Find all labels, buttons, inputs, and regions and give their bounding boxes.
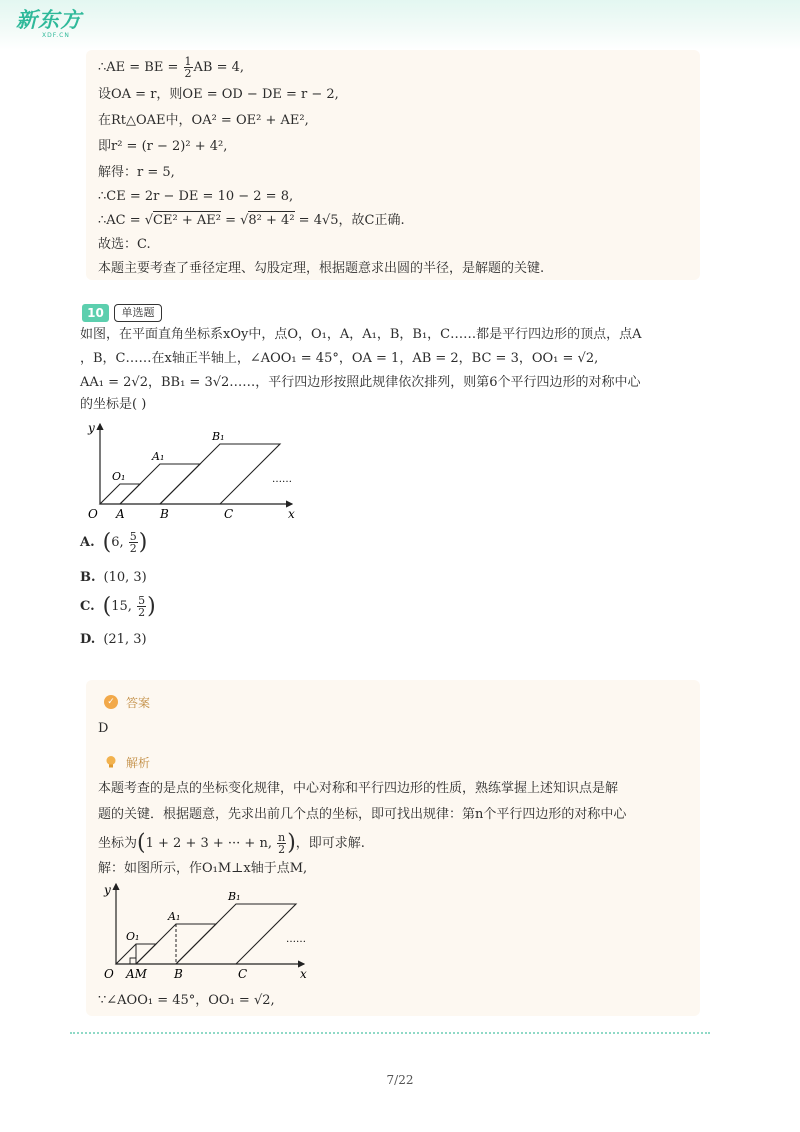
analysis-line-3: 坐标为(1 + 2 + 3 + ··· + n, $\frac{n}{2}$ )，即可求解. <box>98 830 365 856</box>
answer-value: D <box>98 721 109 736</box>
option-b-text: (10, 3) <box>103 570 147 585</box>
analysis-line-2: 题的关键．根据题意，先求出前几个点的坐标，即可找出规律：第n个平行四边形的对称中心 <box>98 807 627 822</box>
page-number: 7/22 <box>386 1073 414 1087</box>
option-d-letter: D. <box>80 632 96 647</box>
question-number-badge: 10 <box>82 304 109 322</box>
option-d-text: (21, 3) <box>103 632 147 647</box>
header-band <box>0 0 800 50</box>
analysis-heading: 解析 <box>126 756 151 770</box>
fig2-label-b: B <box>174 967 183 981</box>
logo-subtext: XDF.CN <box>42 32 70 39</box>
analysis-line-4: 解：如图所示，作O₁M⊥x轴于点M, <box>98 861 308 876</box>
analysis-line-5: ∵∠AOO₁ = 45°，OO₁ = √2, <box>98 993 275 1008</box>
option-b-letter: B. <box>80 570 96 585</box>
fig2-label-a1: A₁ <box>168 910 181 923</box>
question-figure <box>82 418 312 526</box>
fig2-label-c: C <box>238 967 248 981</box>
solution-line-3: 在Rt△OAE中，OA² = OE² + AE², <box>98 113 309 128</box>
solution-line-1: ∴AE = BE = $\frac{1}{2}$ AB = 4, <box>98 55 245 80</box>
fig-label-o1: O₁ <box>112 470 126 483</box>
solution-line-6: ∴CE = 2r − DE = 10 − 2 = 8, <box>98 189 294 204</box>
fig-label-y: y <box>88 421 95 435</box>
solution-line-5: 解得：r = 5, <box>98 165 175 180</box>
fig-label-c: C <box>224 507 234 521</box>
footer-divider <box>70 1032 710 1034</box>
solution-line-9: 本题主要考查了垂径定理、勾股定理，根据题意求出圆的半径，是解题的关键. <box>98 261 545 276</box>
check-badge-icon: ✓ <box>104 695 118 709</box>
fig2-label-am: AM <box>126 967 147 981</box>
xdf-logo <box>16 8 96 44</box>
solution-line-2: 设OA = r，则OE = OD − DE = r − 2, <box>98 87 339 102</box>
fig2-label-b1: B₁ <box>228 890 241 903</box>
stem-line-3: AA₁ = 2√2，BB₁ = 3√2……，平行四边形按照此规律依次排列，则第6个平行四边形的对称中心 <box>80 375 641 390</box>
analysis-line-1: 本题考查的是点的坐标变化规律，中心对称和平行四边形的性质，熟练掌握上述知识点是解 <box>98 781 619 796</box>
fig2-label-x: x <box>300 967 307 981</box>
stem-line-1: 如图，在平面直角坐标系xOy中，点O，O₁，A，A₁，B，B₁，C……都是平行四边形的顶点，点A <box>80 327 642 342</box>
answer-heading: 答案 <box>126 696 151 710</box>
previous-solution-panel <box>86 50 700 280</box>
analysis-figure <box>96 880 316 984</box>
fig-label-o: O <box>88 507 98 521</box>
option-b[interactable] <box>80 570 147 585</box>
stem-line-4: 的坐标是( ) <box>80 397 147 412</box>
answer-analysis-panel <box>86 680 700 1016</box>
fig2-label-o: O <box>104 967 114 981</box>
fig-label-b1: B₁ <box>212 430 225 443</box>
fig-label-b: B <box>160 507 169 521</box>
option-c[interactable]: C. (15, $\frac{5}{2}$ ) <box>80 594 156 619</box>
question-type-badge: 单选题 <box>114 304 162 322</box>
option-c-letter: C. <box>80 599 95 614</box>
fig-label-dots: …… <box>272 474 292 485</box>
option-a-letter: A. <box>80 535 95 550</box>
fig-label-a1: A₁ <box>152 450 165 463</box>
fig2-label-o1: O₁ <box>126 930 140 943</box>
solution-line-7: ∴AC = √CE² + AE² = √8² + 4² = 4√5，故C正确. <box>98 213 405 228</box>
option-d[interactable] <box>80 632 147 647</box>
fig-label-a: A <box>116 507 125 521</box>
solution-line-8: 故选：C. <box>98 237 151 252</box>
solution-line-4: 即r² = (r − 2)² + 4², <box>98 139 228 154</box>
fig2-label-dots: …… <box>286 934 306 945</box>
stem-line-2: ，B，C……在x轴正半轴上，∠AOO₁ = 45°，OA = 1，AB = 2，BC = 3，OO₁ = √2, <box>80 351 599 366</box>
lightbulb-icon <box>104 755 118 769</box>
fig-label-x: x <box>288 507 295 521</box>
fig2-label-y: y <box>104 883 111 897</box>
option-a[interactable]: A. (6, $\frac{5}{2}$ ) <box>80 530 148 555</box>
logo-text: 新东方 <box>16 8 82 32</box>
